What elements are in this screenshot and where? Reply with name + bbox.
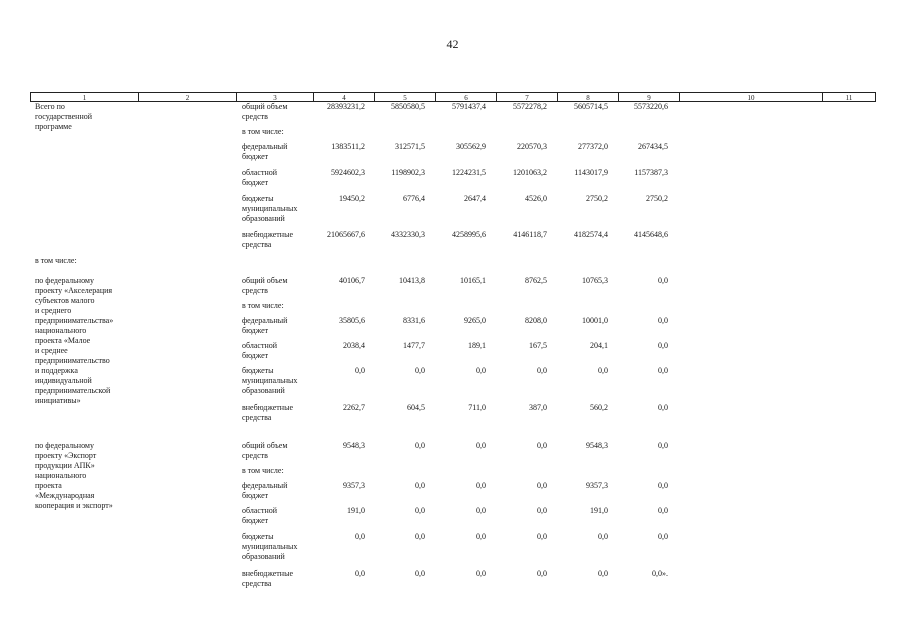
- section-name-line: субъектов малого: [35, 296, 95, 305]
- cell-value: 9357,3: [343, 481, 365, 490]
- cell-value: 0,0: [355, 569, 365, 578]
- row-label-line: бюджеты: [242, 366, 274, 375]
- column-number-7: 7: [496, 92, 557, 102]
- column-number-4: 4: [313, 92, 374, 102]
- column-number-5: 5: [374, 92, 435, 102]
- cell-value: 19450,2: [339, 194, 365, 203]
- cell-value: 0,0: [658, 341, 668, 350]
- section-name-line: Всего по: [35, 102, 65, 111]
- cell-value: 604,5: [407, 403, 425, 412]
- cell-value: 9357,3: [586, 481, 608, 490]
- column-number-8: 8: [557, 92, 618, 102]
- row-label-line: внебюджетные: [242, 569, 293, 578]
- cell-value: 9265,0: [464, 316, 486, 325]
- cell-value: 0,0: [476, 569, 486, 578]
- cell-value: 0,0: [476, 506, 486, 515]
- cell-value: 0,0».: [652, 569, 668, 578]
- cell-value: 0,0: [476, 366, 486, 375]
- cell-value: 0,0: [415, 569, 425, 578]
- row-label-line: образований: [242, 386, 285, 395]
- cell-value: 8762,5: [525, 276, 547, 285]
- cell-value: 4258995,6: [452, 230, 486, 239]
- cell-value: 1201063,2: [513, 168, 547, 177]
- row-label-line: бюджеты: [242, 532, 274, 541]
- row-label-line: муниципальных: [242, 204, 298, 213]
- page-number: 42: [446, 37, 459, 51]
- cell-value: 0,0: [355, 532, 365, 541]
- cell-value: 0,0: [537, 506, 547, 515]
- cell-value: 10165,1: [460, 276, 486, 285]
- row-label-line: бюджет: [242, 152, 269, 161]
- cell-value: 10001,0: [582, 316, 608, 325]
- row-label-line: средства: [242, 413, 272, 422]
- row-label-line: внебюджетные: [242, 403, 293, 412]
- cell-value: 0,0: [415, 441, 425, 450]
- cell-value: 6776,4: [403, 194, 425, 203]
- column-number-1: 1: [30, 92, 138, 102]
- section-name-line: по федеральному: [35, 441, 94, 450]
- cell-value: 4182574,4: [574, 230, 608, 239]
- cell-value: 35805,6: [339, 316, 365, 325]
- cell-value: 0,0: [598, 366, 608, 375]
- section-name-line: национального: [35, 326, 87, 335]
- section-name-line: кооперация и экспорт»: [35, 501, 113, 510]
- cell-value: 0,0: [658, 441, 668, 450]
- section-name-line: и среднее: [35, 346, 68, 355]
- cell-value: 191,0: [347, 506, 365, 515]
- cell-value: 0,0: [415, 481, 425, 490]
- section-name-line: проекта «Малое: [35, 336, 91, 345]
- row-label-line: общий объем: [242, 276, 288, 285]
- row-label-line: бюджеты: [242, 194, 274, 203]
- column-number-2: 2: [138, 92, 236, 102]
- cell-value: 21065667,6: [327, 230, 365, 239]
- cell-value: 277372,0: [578, 142, 608, 151]
- cell-value: 10413,8: [399, 276, 425, 285]
- cell-value: 5572278,2: [513, 102, 547, 111]
- section-name-line: проекту «Экспорт: [35, 451, 97, 460]
- column-number-11: 11: [822, 92, 876, 102]
- cell-value: 0,0: [537, 366, 547, 375]
- cell-value: 0,0: [355, 366, 365, 375]
- cell-value: 560,2: [590, 403, 608, 412]
- row-label-line: бюджет: [242, 351, 269, 360]
- section-name-line: и поддержка: [35, 366, 78, 375]
- cell-value: 9548,3: [586, 441, 608, 450]
- cell-value: 0,0: [658, 532, 668, 541]
- row-label-line: муниципальных: [242, 542, 298, 551]
- section-name-line: продукции АПК»: [35, 461, 95, 470]
- column-number-9: 9: [618, 92, 679, 102]
- cell-value: 10765,3: [582, 276, 608, 285]
- section-name-line: программе: [35, 122, 72, 131]
- cell-value: 1477,7: [403, 341, 425, 350]
- row-label-line: бюджет: [242, 326, 269, 335]
- cell-value: 0,0: [658, 316, 668, 325]
- cell-value: 167,5: [529, 341, 547, 350]
- cell-value: 0,0: [415, 532, 425, 541]
- section-name-line: национального: [35, 471, 87, 480]
- row-label-line: областной: [242, 506, 278, 515]
- cell-value: 0,0: [537, 532, 547, 541]
- row-label-line: федеральный: [242, 481, 288, 490]
- cell-value: 5605714,5: [574, 102, 608, 111]
- row-label-line: средств: [242, 451, 268, 460]
- section-name-line: по федеральному: [35, 276, 94, 285]
- column-number-6: 6: [435, 92, 496, 102]
- row-label-line: внебюджетные: [242, 230, 293, 239]
- row-label-line: общий объем: [242, 441, 288, 450]
- cell-value: 2038,4: [343, 341, 365, 350]
- row-label-line: бюджет: [242, 516, 269, 525]
- cell-value: 4526,0: [525, 194, 547, 203]
- cell-value: 5573220,6: [634, 102, 668, 111]
- cell-value: 0,0: [537, 569, 547, 578]
- cell-value: 191,0: [590, 506, 608, 515]
- row-label-line: в том числе:: [242, 127, 284, 136]
- section-name-line: проекту «Акселерация: [35, 286, 113, 295]
- cell-value: 1198902,3: [391, 168, 425, 177]
- cell-value: 305562,9: [456, 142, 486, 151]
- row-label-line: бюджет: [242, 491, 269, 500]
- row-label-line: областной: [242, 341, 278, 350]
- cell-value: 1383511,2: [331, 142, 365, 151]
- cell-value: 0,0: [658, 276, 668, 285]
- cell-value: 5791437,4: [452, 102, 486, 111]
- row-label-line: муниципальных: [242, 376, 298, 385]
- cell-value: 711,0: [468, 403, 486, 412]
- cell-value: 4146118,7: [513, 230, 547, 239]
- cell-value: 5924602,3: [331, 168, 365, 177]
- section-name-line: государственной: [35, 112, 93, 121]
- row-label-line: федеральный: [242, 316, 288, 325]
- column-number-3: 3: [236, 92, 313, 102]
- cell-value: 0,0: [598, 569, 608, 578]
- cell-value: 312571,5: [395, 142, 425, 151]
- cell-value: 267434,5: [638, 142, 668, 151]
- row-label-line: областной: [242, 168, 278, 177]
- cell-value: 0,0: [658, 403, 668, 412]
- row-label-line: бюджет: [242, 178, 269, 187]
- section-name-line: предпринимательство: [35, 356, 110, 365]
- row-label-line: средств: [242, 286, 268, 295]
- cell-value: 0,0: [598, 532, 608, 541]
- cell-value: 9548,3: [343, 441, 365, 450]
- cell-value: 40106,7: [339, 276, 365, 285]
- row-label-line: в том числе:: [242, 301, 284, 310]
- row-label-line: общий объем: [242, 102, 288, 111]
- column-number-10: 10: [679, 92, 822, 102]
- cell-value: 8208,0: [525, 316, 547, 325]
- cell-value: 0,0: [476, 481, 486, 490]
- cell-value: 2262,7: [343, 403, 365, 412]
- section-name-line: предпринимательства»: [35, 316, 114, 325]
- cell-value: 4332330,3: [391, 230, 425, 239]
- cell-value: 1143017,9: [574, 168, 608, 177]
- cell-value: 5850580,5: [391, 102, 425, 111]
- cell-value: 189,1: [468, 341, 486, 350]
- cell-value: 28393231,2: [327, 102, 365, 111]
- cell-value: 8331,6: [403, 316, 425, 325]
- cell-value: 387,0: [529, 403, 547, 412]
- cell-value: 0,0: [537, 441, 547, 450]
- section-name-line: в том числе:: [35, 256, 77, 265]
- cell-value: 0,0: [537, 481, 547, 490]
- cell-value: 1224231,5: [452, 168, 486, 177]
- cell-value: 2647,4: [464, 194, 486, 203]
- cell-value: 2750,2: [586, 194, 608, 203]
- row-label-line: средства: [242, 579, 272, 588]
- row-label-line: федеральный: [242, 142, 288, 151]
- row-label-line: образований: [242, 214, 285, 223]
- row-label-line: в том числе:: [242, 466, 284, 475]
- cell-value: 0,0: [476, 532, 486, 541]
- cell-value: 0,0: [415, 366, 425, 375]
- section-name-line: и среднего: [35, 306, 72, 315]
- section-name-line: предпринимательской: [35, 386, 111, 395]
- row-label-line: средства: [242, 240, 272, 249]
- cell-value: 0,0: [658, 506, 668, 515]
- section-name-line: инициативы»: [35, 396, 81, 405]
- section-name-line: индивидуальной: [35, 376, 92, 385]
- cell-value: 2750,2: [646, 194, 668, 203]
- cell-value: 0,0: [658, 481, 668, 490]
- row-label-line: образований: [242, 552, 285, 561]
- cell-value: 0,0: [476, 441, 486, 450]
- cell-value: 220570,3: [517, 142, 547, 151]
- section-name-line: «Международная: [35, 491, 95, 500]
- row-label-line: средств: [242, 112, 268, 121]
- cell-value: 1157387,3: [634, 168, 668, 177]
- cell-value: 0,0: [658, 366, 668, 375]
- cell-value: 204,1: [590, 341, 608, 350]
- section-name-line: проекта: [35, 481, 62, 490]
- cell-value: 0,0: [415, 506, 425, 515]
- cell-value: 4145648,6: [634, 230, 668, 239]
